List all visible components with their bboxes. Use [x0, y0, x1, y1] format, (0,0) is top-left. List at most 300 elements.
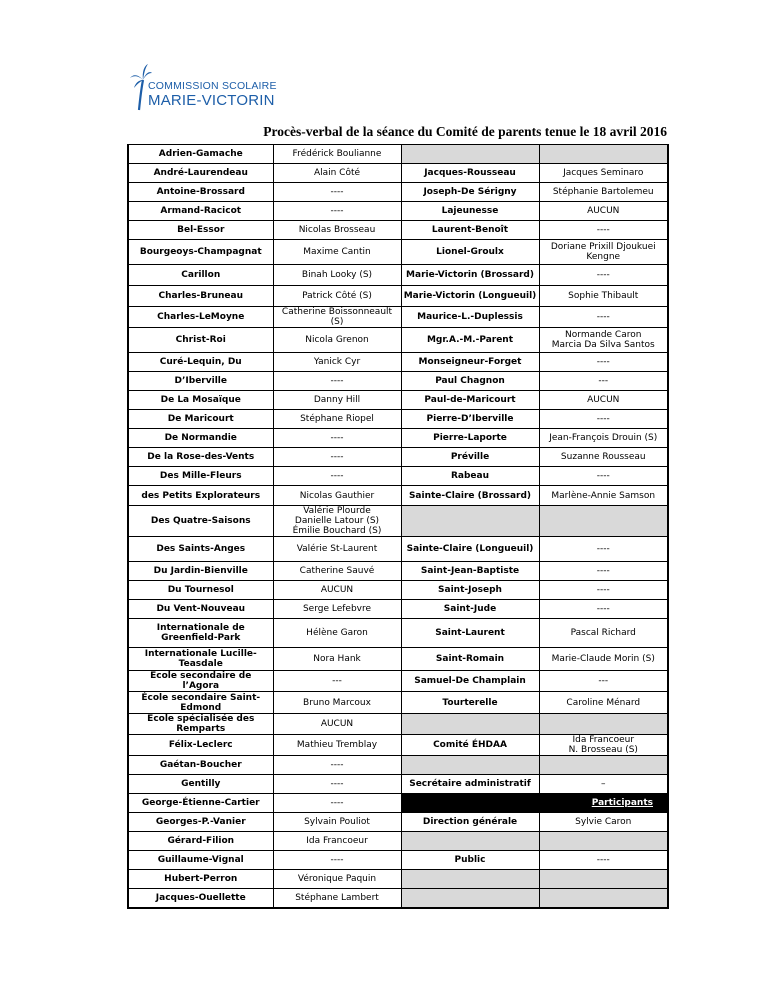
representative-cell — [273, 429, 401, 448]
cell-text: Paul Chagnon — [435, 376, 505, 386]
school-name-cell — [401, 448, 539, 467]
cell-text: ---- — [596, 225, 610, 235]
representative-cell — [273, 600, 401, 619]
school-name-cell — [128, 221, 273, 240]
cell-text: Du Jardin-Bienville — [153, 566, 248, 576]
organization-logo — [130, 62, 277, 118]
school-name-cell — [401, 391, 539, 410]
representative-cell — [539, 775, 668, 794]
cell-text: Joseph-De Sérigny — [423, 187, 517, 197]
representative-cell — [539, 692, 668, 714]
school-name-cell — [401, 537, 539, 562]
cell-text: Catherine Sauvé — [299, 566, 375, 576]
school-name-cell — [128, 391, 273, 410]
school-name-cell — [401, 221, 539, 240]
cell-text: Catherine Boissonneault (S) — [281, 307, 393, 327]
school-name-cell — [401, 562, 539, 581]
cell-text: ---- — [596, 604, 610, 614]
cell-text: – — [601, 779, 606, 789]
school-name-cell — [128, 328, 273, 353]
cell-text: ---- — [596, 312, 610, 322]
representative-cell — [539, 410, 668, 429]
table-row — [128, 889, 668, 908]
cell-text: Yanick Cyr — [313, 357, 361, 367]
school-name-cell — [128, 813, 273, 832]
school-name-cell — [401, 372, 539, 391]
representative-cell — [273, 202, 401, 221]
representative-cell — [539, 286, 668, 307]
representative-cell — [273, 648, 401, 671]
representative-cell — [539, 648, 668, 671]
cell-text: ---- — [330, 206, 344, 216]
school-name-cell — [401, 410, 539, 429]
representative-cell — [273, 183, 401, 202]
cell-text: Préville — [450, 452, 490, 462]
school-name-cell — [128, 183, 273, 202]
cell-text: Armand-Racicot — [160, 206, 242, 216]
cell-text: --- — [332, 676, 342, 686]
cell-text: AUCUN — [320, 719, 354, 729]
cell-text: Lajeunesse — [441, 206, 499, 216]
representative-cell — [273, 537, 401, 562]
cell-text: ---- — [330, 855, 344, 865]
cell-text: Jacques-Ouellette — [155, 892, 246, 903]
cell-text: George-Étienne-Cartier — [141, 798, 260, 808]
table-row — [128, 183, 668, 202]
cell-text: ---- — [330, 376, 344, 386]
cell-text: ---- — [596, 471, 610, 481]
cell-text: Valérie St-Laurent — [296, 544, 378, 554]
representative-cell — [539, 429, 668, 448]
cell-text: Mgr.A.-M.-Parent — [426, 335, 514, 345]
cell-text: Mathieu Tremblay — [296, 740, 378, 750]
cell-text: --- — [598, 676, 609, 686]
representative-cell — [273, 164, 401, 183]
school-name-cell — [401, 775, 539, 794]
cell-text: Binah Looky (S) — [301, 270, 373, 280]
cell-text: Du Vent-Nouveau — [156, 604, 246, 614]
school-name-cell — [128, 870, 273, 889]
school-name-cell — [128, 307, 273, 328]
cell-text: Véronique Paquin — [297, 874, 377, 884]
representative-cell — [539, 328, 668, 353]
cell-text: Direction générale — [422, 817, 518, 827]
cell-text: Des Quatre-Saisons — [150, 516, 251, 526]
representative-cell — [273, 286, 401, 307]
school-name-cell — [128, 202, 273, 221]
representative-cell — [539, 671, 668, 692]
representative-cell — [273, 581, 401, 600]
table-row — [128, 671, 668, 692]
cell-text: ---- — [330, 798, 344, 808]
school-name-cell — [128, 467, 273, 486]
school-name-cell — [401, 870, 539, 889]
representative-cell — [539, 813, 668, 832]
cell-text: Monseigneur-Forget — [418, 357, 522, 367]
table-row — [128, 391, 668, 410]
table-row — [128, 164, 668, 183]
cell-text: Hubert-Perron — [164, 874, 238, 884]
cell-text: Saint-Laurent — [435, 628, 505, 638]
cell-text: Des Mille-Fleurs — [159, 471, 242, 481]
representative-cell — [539, 506, 668, 537]
school-name-cell — [128, 506, 273, 537]
representative-cell — [539, 307, 668, 328]
cell-text: Secrétaire administratif — [409, 779, 531, 789]
cell-text: Gentilly — [181, 779, 221, 789]
cell-text: Normande Caron Marcia Da Silva Santos — [551, 330, 655, 350]
cell-text: ---- — [596, 544, 610, 554]
school-name-cell — [401, 486, 539, 506]
representative-cell — [539, 202, 668, 221]
table-row — [128, 145, 668, 164]
representative-cell — [539, 448, 668, 467]
table-row — [128, 775, 668, 794]
representative-cell — [273, 832, 401, 851]
cell-text: Adrien-Gamache — [158, 149, 243, 159]
table-row — [128, 410, 668, 429]
cell-text: Serge Lefebvre — [302, 604, 372, 614]
cell-text: Marie-Victorin (Longueuil) — [403, 291, 537, 301]
representative-cell — [539, 600, 668, 619]
cell-text: Rabeau — [450, 471, 490, 481]
school-name-cell — [128, 619, 273, 648]
cell-text: ---- — [330, 779, 344, 789]
school-name-cell — [128, 372, 273, 391]
representative-cell — [539, 164, 668, 183]
school-name-cell — [401, 832, 539, 851]
table-row — [128, 756, 668, 775]
representative-cell — [273, 353, 401, 372]
table-row — [128, 353, 668, 372]
representative-cell — [539, 353, 668, 372]
cell-text: De la Rose-des-Vents — [147, 452, 255, 462]
cell-text: Sylvain Pouliot — [304, 817, 370, 827]
cell-text: Maurice-L.-Duplessis — [417, 312, 523, 322]
representative-cell — [273, 756, 401, 775]
representative-cell — [539, 735, 668, 756]
cell-text: AUCUN — [320, 585, 354, 595]
representative-cell — [539, 486, 668, 506]
cell-text: Des Saints-Anges — [156, 544, 246, 554]
table-row — [128, 794, 668, 813]
cell-text: Maxime Cantin — [303, 247, 371, 257]
cell-text: Bruno Marcoux — [303, 697, 371, 708]
table-row — [128, 692, 668, 714]
school-name-cell — [401, 286, 539, 307]
table-row — [128, 202, 668, 221]
cell-text: Carillon — [181, 270, 221, 280]
table-row — [128, 372, 668, 391]
cell-text: Bourgeoys-Champagnat — [139, 247, 262, 257]
cell-text: Saint-Jude — [443, 604, 497, 614]
cell-text: Guillaume-Vignal — [157, 855, 244, 865]
cell-text: Sylvie Caron — [575, 817, 632, 827]
cell-text: De La Mosaïque — [160, 395, 241, 405]
cell-text: Alain Côté — [313, 168, 361, 178]
representative-cell — [273, 735, 401, 756]
table-row — [128, 467, 668, 486]
cell-text: Georges-P.-Vanier — [155, 817, 246, 827]
school-name-cell — [128, 164, 273, 183]
school-name-cell — [401, 671, 539, 692]
representative-cell — [539, 183, 668, 202]
table-row — [128, 221, 668, 240]
representative-cell — [273, 328, 401, 353]
school-name-cell — [401, 813, 539, 832]
cell-text: Jean-François Drouin (S) — [549, 433, 658, 443]
table-row — [128, 735, 668, 756]
cell-text: Pascal Richard — [570, 628, 636, 638]
representative-cell — [539, 391, 668, 410]
cell-text: Caroline Ménard — [566, 697, 641, 708]
cell-text: Sophie Thibault — [568, 291, 639, 301]
representative-cell — [273, 391, 401, 410]
table-row — [128, 870, 668, 889]
cell-text: Nicolas Brosseau — [298, 225, 376, 235]
cell-text: ---- — [330, 760, 344, 770]
representative-cell — [273, 562, 401, 581]
page-title: Procès-verbal de la séance du Comité de parents tenue le 18 avril 2016 — [263, 124, 667, 139]
school-name-cell — [128, 448, 273, 467]
representative-cell — [273, 145, 401, 164]
cell-text: Saint-Joseph — [438, 585, 502, 595]
attendance-table — [127, 144, 669, 909]
table-row — [128, 648, 668, 671]
school-name-cell — [128, 562, 273, 581]
cell-text: Ida Francoeur N. Brosseau (S) — [568, 735, 638, 755]
representative-cell — [539, 581, 668, 600]
cell-text: Hélène Garon — [306, 628, 368, 638]
cell-text: Ida Francoeur — [306, 836, 368, 846]
school-name-cell — [401, 851, 539, 870]
cell-text: Gaétan-Boucher — [159, 760, 242, 770]
representative-cell — [273, 813, 401, 832]
cell-text: Stéphane Riopel — [300, 414, 374, 424]
school-name-cell — [128, 286, 273, 307]
representative-cell — [273, 486, 401, 506]
representative-cell — [273, 307, 401, 328]
cell-text: ---- — [596, 585, 610, 595]
school-name-cell — [128, 671, 273, 692]
cell-text: Jacques-Rousseau — [424, 168, 516, 178]
representative-cell — [273, 671, 401, 692]
cell-text: Charles-LeMoyne — [157, 312, 245, 322]
cell-text: ---- — [596, 270, 610, 280]
school-name-cell — [128, 429, 273, 448]
table-row — [128, 851, 668, 870]
table-row — [128, 307, 668, 328]
school-name-cell — [401, 145, 539, 164]
table-row — [128, 600, 668, 619]
school-name-cell — [401, 429, 539, 448]
cell-text: des Petits Explorateurs — [141, 490, 261, 501]
cell-text: Sainte-Claire (Brossard) — [408, 490, 532, 501]
table-row — [128, 562, 668, 581]
school-name-cell — [401, 240, 539, 265]
school-name-cell — [401, 600, 539, 619]
cell-text: Jacques Seminaro — [563, 168, 644, 178]
representative-cell — [273, 240, 401, 265]
cell-text: Bel-Essor — [177, 225, 225, 235]
school-name-cell — [128, 353, 273, 372]
cell-text: ---- — [596, 566, 610, 576]
cell-text: ---- — [330, 452, 344, 462]
representative-cell — [273, 265, 401, 286]
school-name-cell — [401, 692, 539, 714]
representative-cell — [539, 870, 668, 889]
representative-cell — [539, 265, 668, 286]
cell-text: Nicolas Gauthier — [299, 490, 375, 501]
representative-cell — [539, 889, 668, 908]
representative-cell — [539, 145, 668, 164]
school-name-cell — [128, 851, 273, 870]
school-name-cell — [128, 145, 273, 164]
cell-text: ---- — [330, 433, 344, 443]
cell-text: ---- — [330, 187, 344, 197]
table-row — [128, 486, 668, 506]
school-name-cell — [401, 202, 539, 221]
representative-cell — [539, 537, 668, 562]
cell-text: --- — [598, 376, 609, 386]
table-row — [128, 240, 668, 265]
cell-text: ---- — [596, 855, 610, 865]
cell-text: Félix-Leclerc — [168, 740, 233, 750]
table-row — [128, 448, 668, 467]
representative-cell — [273, 870, 401, 889]
school-name-cell — [401, 265, 539, 286]
table-row — [128, 429, 668, 448]
representative-cell — [273, 619, 401, 648]
cell-text: Stéphanie Bartolemeu — [552, 187, 654, 197]
cell-text: Du Tournesol — [167, 585, 234, 595]
representative-cell — [273, 448, 401, 467]
school-name-cell — [128, 410, 273, 429]
cell-text: Internationale Lucille-Teasdale — [144, 649, 257, 669]
cell-text: Sainte-Claire (Longueuil) — [406, 544, 534, 554]
representative-cell — [273, 851, 401, 870]
cell-text: Marlène-Annie Samson — [551, 490, 656, 501]
cell-text: Pierre-Laporte — [433, 433, 507, 443]
cell-text: ---- — [330, 471, 344, 481]
school-name-cell — [401, 164, 539, 183]
school-name-cell — [401, 714, 539, 735]
table-row — [128, 581, 668, 600]
cell-text: Saint-Jean-Baptiste — [420, 566, 520, 576]
cell-text: École secondaire Saint-Edmond — [141, 692, 261, 713]
table-row — [128, 506, 668, 537]
school-name-cell — [128, 794, 273, 813]
representative-cell — [273, 221, 401, 240]
school-name-cell — [128, 240, 273, 265]
school-name-cell — [128, 600, 273, 619]
table-row — [128, 537, 668, 562]
org-name-line2: MARIE-VICTORIN — [148, 92, 275, 109]
cell-text: Laurent-Benoît — [431, 225, 509, 235]
cell-text: Marie-Victorin (Brossard) — [406, 270, 534, 280]
cell-text: Patrick Côté (S) — [302, 291, 372, 301]
school-name-cell — [128, 714, 273, 735]
school-name-cell — [128, 648, 273, 671]
table-row — [128, 286, 668, 307]
representative-cell — [273, 410, 401, 429]
representative-cell — [539, 619, 668, 648]
cell-text: Valérie Plourde Danielle Latour (S) Émilie Bouchard (S) — [292, 506, 382, 536]
school-name-cell — [128, 775, 273, 794]
representative-cell — [539, 851, 668, 870]
representative-cell — [539, 756, 668, 775]
cell-text: Pierre-D’Iberville — [426, 414, 514, 424]
cell-text: Doriane Prixill Djoukuei Kengne — [550, 242, 656, 262]
school-name-cell — [401, 581, 539, 600]
cell-text: ---- — [596, 357, 610, 367]
cell-text: AUCUN — [587, 395, 620, 405]
cell-text: Suzanne Rousseau — [560, 452, 646, 462]
cell-text: Gérard-Filion — [167, 836, 235, 846]
school-name-cell — [401, 735, 539, 756]
cell-text: Antoine-Brossard — [156, 187, 245, 197]
table-row — [128, 265, 668, 286]
school-name-cell — [128, 832, 273, 851]
cell-text: Curé-Lequin, Du — [159, 357, 242, 367]
table-row — [128, 619, 668, 648]
school-name-cell — [401, 619, 539, 648]
cell-text: Saint-Romain — [435, 654, 505, 664]
school-name-cell — [128, 581, 273, 600]
cell-text: Nicola Grenon — [305, 335, 369, 345]
table-row — [128, 813, 668, 832]
table-row — [128, 714, 668, 735]
representative-cell — [539, 714, 668, 735]
school-name-cell — [128, 265, 273, 286]
cell-text: Tourterelle — [442, 697, 498, 708]
school-name-cell — [401, 648, 539, 671]
cell-text: Christ-Roi — [175, 335, 226, 345]
cell-text: Samuel-De Champlain — [414, 676, 526, 686]
org-name-line1: COMMISSION SCOLAIRE — [148, 80, 277, 92]
cell-text: André-Laurendeau — [153, 168, 248, 178]
school-name-cell — [128, 756, 273, 775]
school-name-cell — [128, 486, 273, 506]
representative-cell — [273, 692, 401, 714]
cell-text: Paul-de-Maricourt — [424, 395, 516, 405]
school-name-cell — [401, 756, 539, 775]
school-name-cell — [401, 328, 539, 353]
representative-cell — [273, 372, 401, 391]
school-name-cell — [401, 353, 539, 372]
school-name-cell — [401, 889, 539, 908]
representative-cell — [273, 714, 401, 735]
representative-cell — [273, 506, 401, 537]
school-name-cell — [128, 692, 273, 714]
cell-text: ---- — [596, 414, 610, 424]
school-name-cell — [401, 183, 539, 202]
cell-text: Stéphane Lambert — [295, 892, 379, 903]
school-name-cell — [128, 889, 273, 908]
representative-cell — [539, 832, 668, 851]
school-name-cell — [401, 506, 539, 537]
school-name-cell — [128, 537, 273, 562]
table-row — [128, 328, 668, 353]
cell-text: École secondaire de l’Agora — [150, 671, 252, 691]
representative-cell — [273, 794, 401, 813]
cell-text: Danny Hill — [313, 395, 361, 405]
participants-header — [401, 794, 668, 813]
school-name-cell — [401, 307, 539, 328]
representative-cell — [273, 775, 401, 794]
representative-cell — [539, 372, 668, 391]
cell-text: École spécialisée des Remparts — [147, 714, 255, 734]
